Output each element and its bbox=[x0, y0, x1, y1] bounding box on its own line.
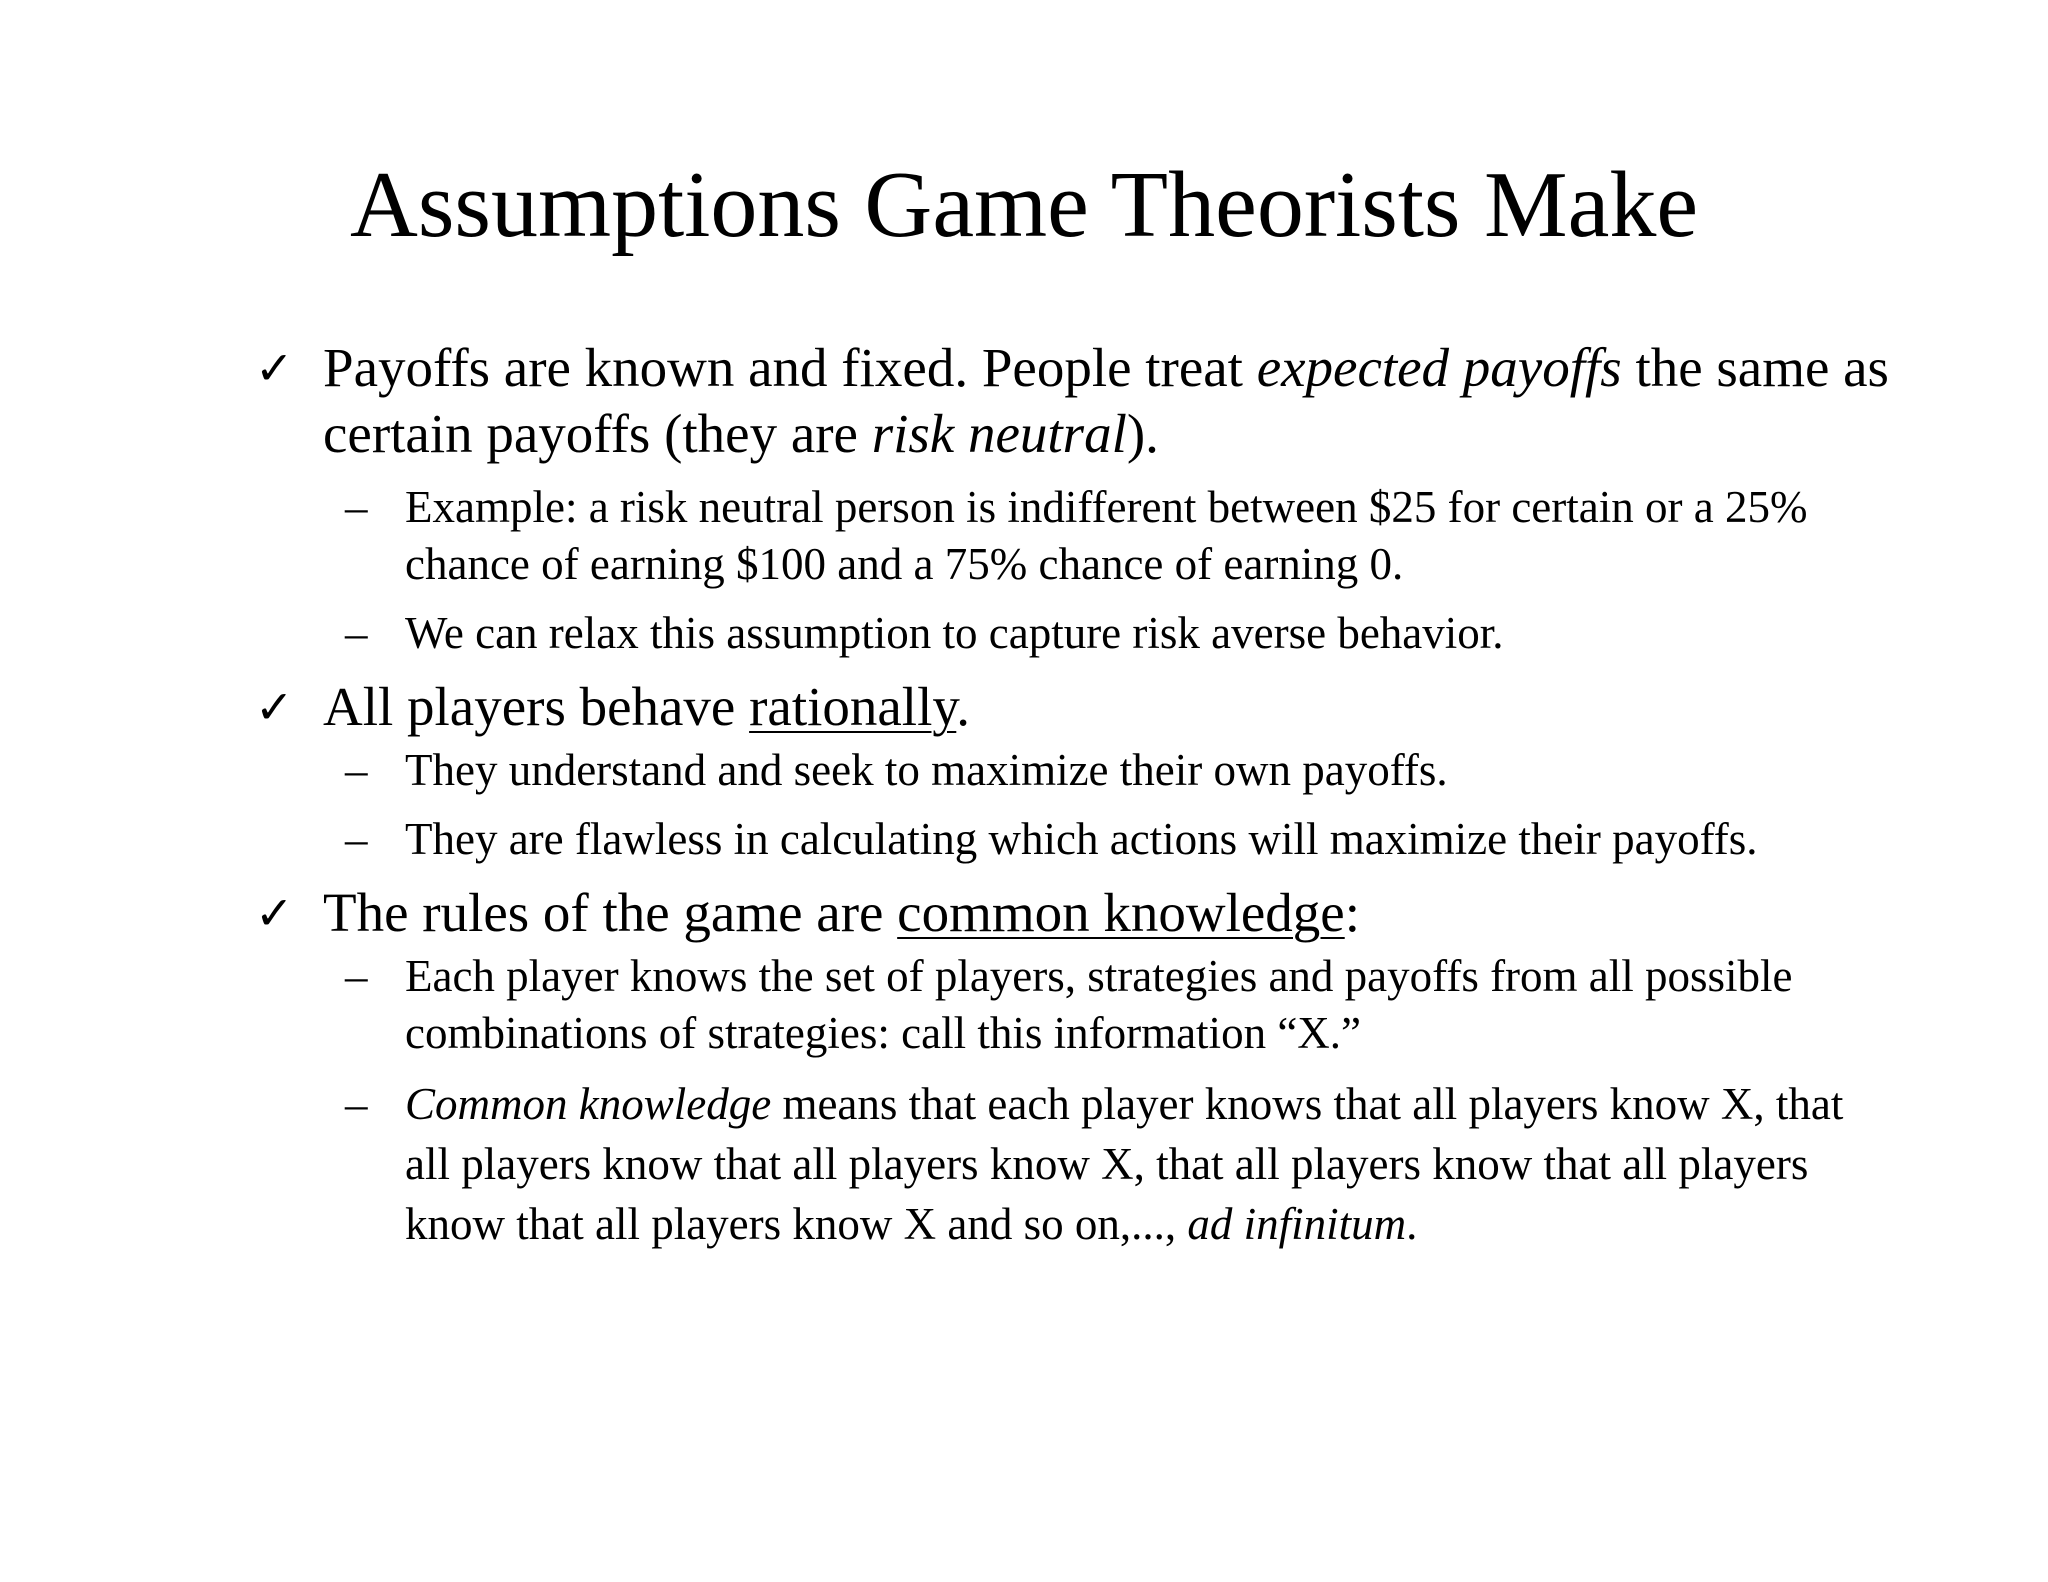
checkmark-icon: ✓ bbox=[255, 680, 294, 734]
dash-icon: – bbox=[345, 608, 368, 658]
sub-text: . bbox=[1406, 1199, 1418, 1249]
sub-item bbox=[255, 479, 1895, 593]
dash-icon: – bbox=[345, 745, 368, 795]
sub-list bbox=[323, 742, 1895, 868]
sub-text-italic: Common knowledge bbox=[405, 1079, 772, 1129]
bullet-text-italic: expected payoffs bbox=[1256, 337, 1622, 398]
bullet-text-underlined: rationally bbox=[749, 676, 957, 737]
sub-list bbox=[323, 479, 1895, 662]
sub-text: They understand and seek to maximize their own payoffs. bbox=[405, 745, 1448, 795]
sub-text-italic: ad infinitum bbox=[1187, 1199, 1407, 1249]
dash-icon: – bbox=[345, 482, 368, 532]
bullet-list bbox=[255, 335, 1895, 1266]
sub-text: Each player knows the set of players, strategies and payoffs from all possible combinations of strategies: call this information “X.” bbox=[405, 951, 1793, 1058]
bullet-text: : bbox=[1344, 882, 1360, 943]
bullet-rationality bbox=[255, 674, 1895, 868]
sub-text: means that each player knows that all players know X, that all players know that all players know X, that all players know that all players know that all players know X and so on,..., bbox=[405, 1079, 1844, 1249]
bullet-text: Payoffs are known and fixed. People treat bbox=[323, 337, 1257, 398]
sub-item bbox=[255, 605, 1895, 662]
bullet-text-italic: risk neutral bbox=[871, 403, 1127, 464]
bullet-common-knowledge bbox=[255, 880, 1895, 1254]
sub-list bbox=[323, 948, 1895, 1254]
slide-title: Assumptions Game Theorists Make bbox=[349, 153, 1699, 257]
sub-text: They are flawless in calculating which actions will maximize their payoffs. bbox=[405, 814, 1758, 864]
dash-icon: – bbox=[345, 1079, 368, 1129]
bullet-text: the same as certain payoffs (they are bbox=[323, 337, 1889, 464]
bullet-text: The rules of the game are bbox=[323, 882, 898, 943]
sub-item bbox=[255, 1074, 1895, 1254]
bullet-text: All players behave bbox=[323, 676, 750, 737]
checkmark-icon: ✓ bbox=[255, 341, 294, 395]
sub-item bbox=[255, 811, 1895, 868]
bullet-text: . bbox=[956, 676, 971, 737]
sub-item bbox=[255, 742, 1895, 799]
checkmark-icon: ✓ bbox=[255, 886, 294, 940]
sub-text: Example: a risk neutral person is indifferent between $25 for certain or a 25% chance of earning $100 and a 75% chance of earning 0. bbox=[405, 482, 1808, 589]
dash-icon: – bbox=[345, 814, 368, 864]
bullet-text-underlined: common knowledge bbox=[897, 882, 1345, 943]
bullet-payoffs bbox=[255, 335, 1895, 662]
bullet-text: ). bbox=[1126, 403, 1159, 464]
dash-icon: – bbox=[345, 951, 368, 1001]
sub-text: We can relax this assumption to capture risk averse behavior. bbox=[405, 608, 1504, 658]
sub-item bbox=[255, 948, 1895, 1062]
